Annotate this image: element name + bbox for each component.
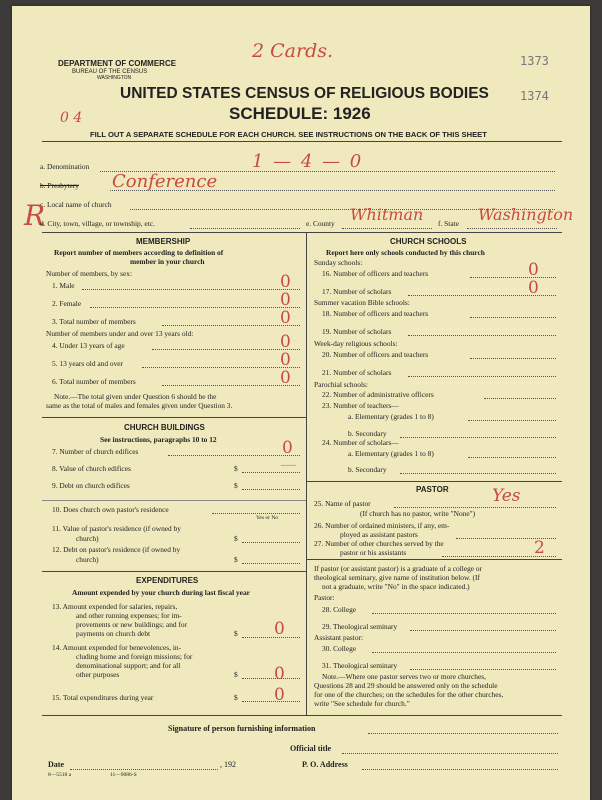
q11-label-2: church) (76, 534, 99, 543)
q26-label: 26. Number of ordained ministers, if any, em- (314, 521, 450, 530)
weekday-label: Week-day religious schools: (314, 339, 398, 348)
pastor-heading: PASTOR (416, 485, 449, 494)
state-value: Washington (478, 205, 574, 224)
q9-label: 9. Debt on church edifices (52, 481, 130, 490)
q13-label-2: and other running expenses; for im- (76, 611, 182, 620)
q14-value: 0 (274, 664, 285, 684)
q23a-label: a. Elementary (grades 1 to 8) (348, 412, 434, 421)
q28-label: 28. College (322, 605, 357, 614)
city-label: WASHINGTON (97, 75, 132, 81)
yes-no-hint: Yes or No (256, 515, 279, 521)
q29-label: 29. Theological seminary (322, 622, 398, 631)
q2-field[interactable] (90, 307, 300, 308)
form-number: 8—5518 a (48, 772, 72, 778)
q7-value: 0 (282, 438, 293, 458)
serial-stamp-1: 1373 (520, 54, 549, 68)
membership-note-1: Note.—The total given under Question 6 should be the (54, 392, 217, 401)
q8-value: — (280, 455, 297, 475)
q23b-field[interactable] (400, 437, 556, 438)
q18-label: 18. Number of officers and teachers (322, 309, 429, 318)
buildings-heading: CHURCH BUILDINGS (124, 423, 205, 432)
address-field[interactable] (362, 769, 558, 770)
q23a-field[interactable] (468, 420, 556, 421)
county-field[interactable] (342, 228, 432, 229)
q23b-label: b. Secondary (348, 429, 387, 438)
q11-label: 11. Value of pastor's residence (if owned by (52, 524, 181, 533)
serial-stamp-2: 1374 (520, 89, 549, 103)
q12-field[interactable] (242, 563, 300, 564)
q14-label-2: cluding home and foreign missions; for (76, 652, 193, 661)
q15-dollar: $ (234, 693, 238, 702)
q15-label: 15. Total expenditures during year (52, 693, 154, 702)
q24b-field[interactable] (400, 473, 556, 474)
q4-value: 0 (280, 332, 291, 352)
graduate-intro-1: If pastor (or assistant pastor) is a graduate of a college or (314, 564, 483, 573)
q26-label-2: ployed as assistant pastors (340, 530, 418, 539)
q18-field[interactable] (470, 317, 556, 318)
q4-field[interactable] (152, 349, 300, 350)
bureau-label: BUREAU OF THE CENSUS (72, 69, 148, 75)
code-note: 0 4 (60, 110, 83, 126)
parochial-label: Parochial schools: (314, 380, 368, 389)
q14-label: 14. Amount expended for benevolences, in- (52, 643, 182, 652)
q8-dollar: $ (234, 464, 238, 473)
q1-label: 1. Male (52, 281, 75, 290)
q25-field[interactable] (394, 507, 556, 508)
q25-label: 25. Name of pastor (314, 499, 371, 508)
q31-label: 31. Theological seminary (322, 661, 398, 670)
q25-hint: (If church has no pastor, write "None") (360, 509, 476, 518)
q10-field[interactable] (212, 513, 300, 514)
q2-value: 0 (280, 290, 291, 310)
q24a-label: a. Elementary (grades 1 to 8) (348, 449, 434, 458)
official-title-field[interactable] (342, 753, 558, 754)
q4-label: 4. Under 13 years of age (52, 341, 125, 350)
graduate-intro-2: theological seminary, give name of institution below. (If (314, 573, 480, 582)
q19-field[interactable] (408, 335, 556, 336)
q16-field[interactable] (470, 277, 556, 278)
assistant-label: Assistant pastor: (314, 633, 364, 642)
q1-field[interactable] (82, 289, 300, 290)
signature-label: Signature of person furnishing information (168, 724, 316, 733)
q12-label: 12. Debt on pastor's residence (if owned by (52, 545, 181, 554)
pastor-note-2: Questions 28 and 29 should be answered only on the schedule (314, 681, 498, 690)
denomination-value: 1 — 4 — 0 (252, 151, 364, 172)
schools-sub: Report here only schools conducted by this church (326, 248, 485, 257)
cards-note: 2 Cards. (252, 40, 334, 62)
q27-label: 27. Number of other churches served by the (314, 539, 444, 548)
q12-dollar: $ (234, 555, 238, 564)
date-label: Date (48, 760, 64, 769)
q13-dollar: $ (234, 629, 238, 638)
q30-field[interactable] (372, 652, 556, 653)
q30-label: 30. College (322, 644, 357, 653)
department-label: DEPARTMENT OF COMMERCE (58, 59, 177, 68)
census-schedule-sheet (12, 6, 590, 800)
q14-dollar: $ (234, 670, 238, 679)
q6-value: 0 (280, 368, 291, 388)
state-label: f. State (438, 219, 459, 228)
q6-label: 6. Total number of members (52, 377, 136, 386)
pastor-name-value: Yes (492, 486, 521, 506)
q11-field[interactable] (242, 542, 300, 543)
membership-intro-2: member in your church (130, 257, 205, 266)
q24-label: 24. Number of scholars— (322, 438, 399, 447)
q22-field[interactable] (484, 398, 556, 399)
q14-field[interactable] (242, 678, 300, 679)
q11-dollar: $ (234, 534, 238, 543)
denomination-label: a. Denomination (40, 162, 90, 171)
q13-value: 0 (274, 619, 285, 639)
q24b-label: b. Secondary (348, 465, 387, 474)
q29-field[interactable] (410, 630, 556, 631)
local-name-label: c. Local name of church (40, 200, 112, 209)
schedule-title: SCHEDULE: 1926 (229, 104, 371, 123)
by-sex-label: Number of members, by sex: (46, 269, 132, 278)
q27-value: 2 (534, 538, 545, 558)
year-suffix: , 192 (220, 760, 236, 769)
form-title: UNITED STATES CENSUS OF RELIGIOUS BODIES (120, 85, 489, 102)
pastor-note-4: write "See schedule for church." (314, 699, 410, 708)
print-number: 11—9086-S (110, 772, 137, 778)
conference-value: Conference (112, 171, 218, 192)
by-age-label: Number of members under and over 13 years old: (46, 329, 194, 338)
signature-field[interactable] (368, 733, 558, 734)
q13-field[interactable] (242, 637, 300, 638)
membership-heading: MEMBERSHIP (136, 237, 191, 246)
expenditures-heading: EXPENDITURES (136, 576, 199, 585)
summer-label: Summer vacation Bible schools: (314, 298, 410, 307)
q23-label: 23. Number of teachers— (322, 401, 399, 410)
city-line-label: d. City, town, village, or township, etc. (40, 219, 155, 228)
q5-field[interactable] (142, 367, 300, 368)
q5-label: 5. 13 years old and over (52, 359, 124, 368)
q9-dollar: $ (234, 481, 238, 490)
q19-label: 19. Number of scholars (322, 327, 392, 336)
q2-label: 2. Female (52, 299, 82, 308)
instructions-line: FILL OUT A SEPARATE SCHEDULE FOR EACH CHURCH. SEE INSTRUCTIONS ON THE BACK OF THIS SHEET (90, 130, 487, 139)
address-label: P. O. Address (302, 760, 348, 769)
q28-field[interactable] (372, 613, 556, 614)
q14-label-3: denominational support; and for all (76, 661, 181, 670)
q13-label-3: provements or new buildings; and for (76, 620, 188, 629)
q21-field[interactable] (408, 376, 556, 377)
county-label: e. County (306, 219, 335, 228)
date-field[interactable] (70, 769, 218, 770)
q13-label: 13. Amount expended for salaries, repairs, (52, 602, 178, 611)
q5-value: 0 (280, 350, 291, 370)
membership-note-2: same as the total of males and females given under Question 3. (46, 401, 233, 410)
q10-label: 10. Does church own pastor's residence (52, 505, 169, 514)
q3-label: 3. Total number of members (52, 317, 136, 326)
q15-field[interactable] (242, 701, 300, 702)
q16-value: 0 (528, 260, 539, 280)
pastor-note-3: for one of the churches; on the schedules for the other churches, (314, 690, 504, 699)
q24a-field[interactable] (468, 457, 556, 458)
q27-label-2: pastor or his assistants (340, 548, 407, 557)
official-title-label: Official title (290, 744, 332, 753)
q17-label: 17. Number of scholars (322, 287, 392, 296)
schools-heading: CHURCH SCHOOLS (390, 237, 467, 246)
q16-label: 16. Number of officers and teachers (322, 269, 429, 278)
q12-label-2: church) (76, 555, 99, 564)
sunday-label: Sunday schools: (314, 258, 363, 267)
county-value: Whitman (350, 205, 424, 224)
q20-label: 20. Number of officers and teachers (322, 350, 429, 359)
expenditures-sub: Amount expended by your church during last fiscal year (72, 588, 250, 597)
q8-label: 8. Value of church edifices (52, 464, 131, 473)
state-field[interactable] (467, 228, 557, 229)
pastor-note-1: Note.—Where one pastor serves two or more churches, (322, 672, 486, 681)
q13-label-4: payments on church debt (76, 629, 151, 638)
q15-value: 0 (274, 685, 285, 705)
q14-label-4: other purposes (76, 670, 120, 679)
membership-intro: Report number of members according to definition of (54, 248, 224, 257)
margin-mark: R (24, 199, 46, 232)
q22-label: 22. Number of administrative officers (322, 390, 434, 399)
q3-value: 0 (280, 308, 291, 328)
graduate-intro-3: not a graduate, write "No" in the space indicated.) (322, 582, 470, 591)
q20-field[interactable] (470, 358, 556, 359)
buildings-sub: See instructions, paragraphs 10 to 12 (100, 435, 217, 444)
city-field[interactable] (190, 228, 300, 229)
q9-field[interactable] (242, 489, 300, 490)
q1-value: 0 (280, 272, 291, 292)
q31-field[interactable] (410, 669, 556, 670)
pastor-sub-label: Pastor: (314, 593, 335, 602)
q17-value: 0 (528, 278, 539, 298)
presbytery-label: b. Presbytery (40, 181, 79, 190)
q21-label: 21. Number of scholars (322, 368, 392, 377)
q7-label: 7. Number of church edifices (52, 447, 139, 456)
